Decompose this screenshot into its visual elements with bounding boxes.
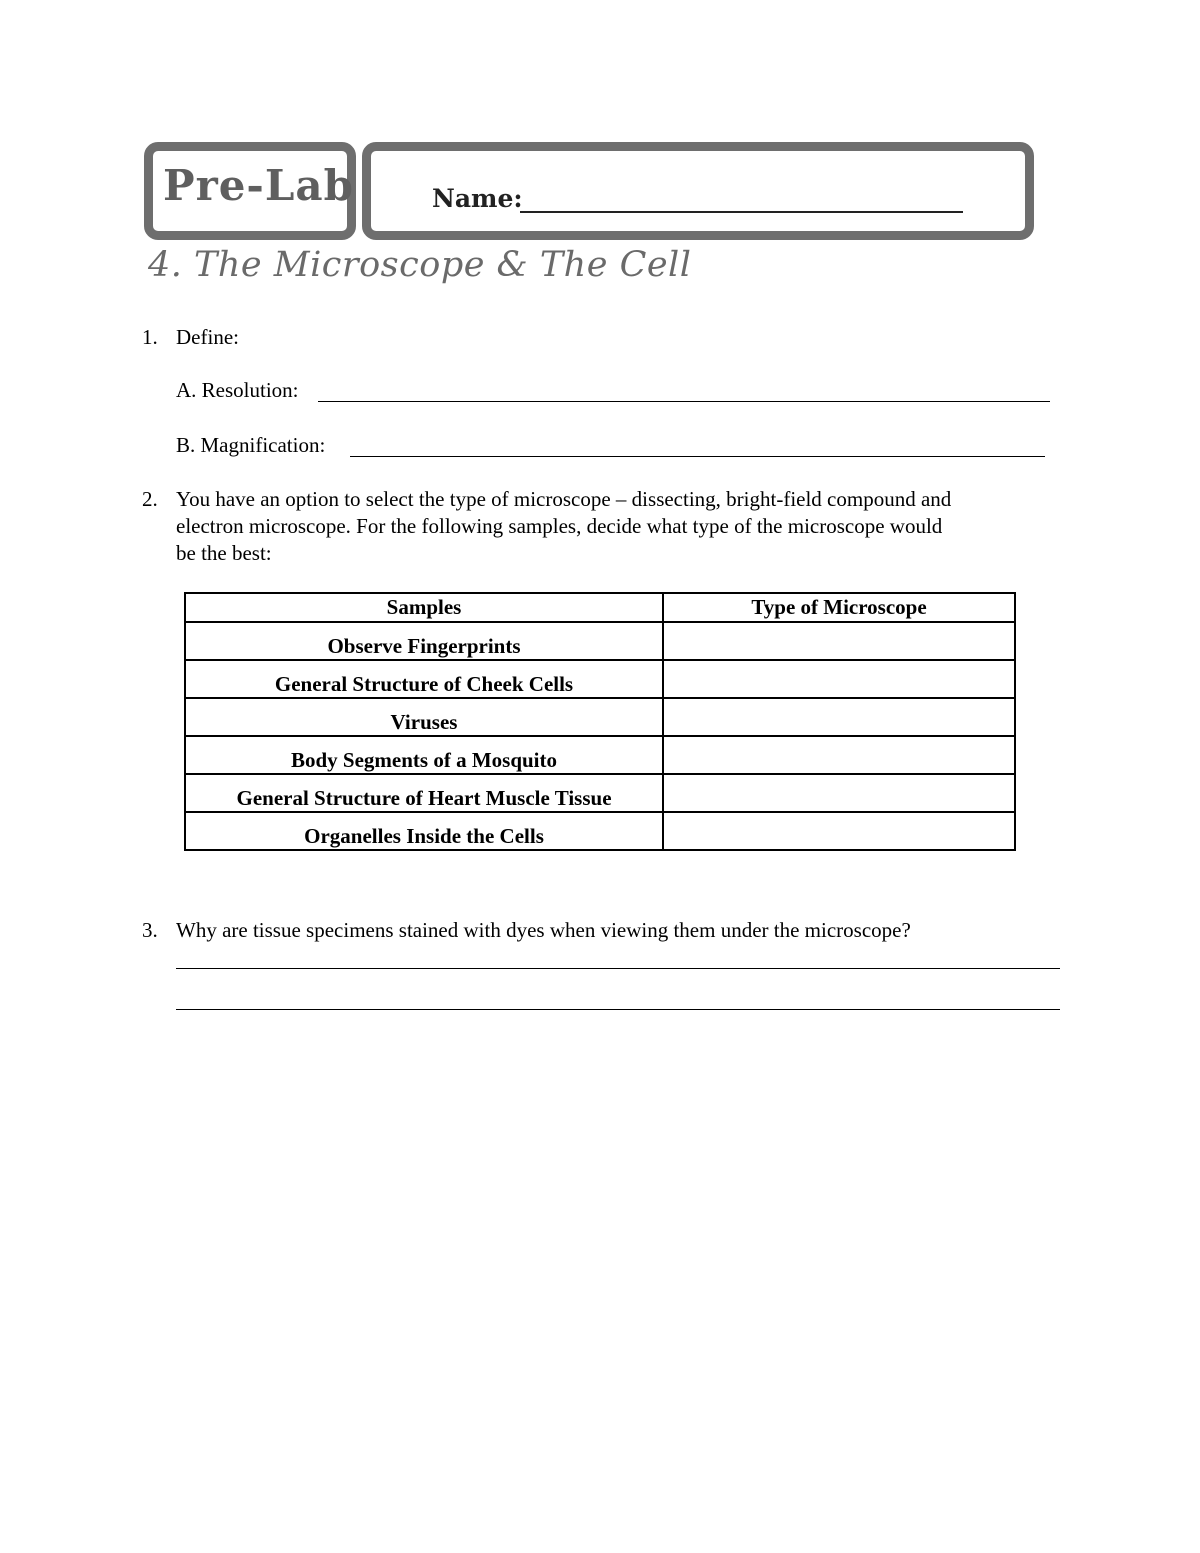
q3-answer-line-2[interactable]	[176, 1009, 1060, 1010]
table-row	[185, 698, 1015, 736]
q3-answer-line-1[interactable]	[176, 968, 1060, 969]
name-field-line[interactable]	[520, 211, 963, 213]
microscope-answer-cell[interactable]	[663, 736, 1015, 774]
q1-number: 1.	[142, 325, 158, 349]
magnification-answer-line[interactable]	[350, 456, 1045, 457]
microscope-answer-cell[interactable]	[663, 622, 1015, 660]
q2-number: 2.	[142, 487, 158, 511]
table-row	[185, 736, 1015, 774]
q3-number: 3.	[142, 918, 158, 942]
sample-cell: Body Segments of a Mosquito	[185, 736, 663, 774]
microscope-answer-cell[interactable]	[663, 660, 1015, 698]
microscope-answer-cell[interactable]	[663, 774, 1015, 812]
microscope-answer-cell[interactable]	[663, 812, 1015, 850]
sample-cell: General Structure of Heart Muscle Tissue	[185, 774, 663, 812]
sample-cell: Viruses	[185, 698, 663, 736]
microscope-table	[184, 592, 1016, 851]
table-row	[185, 622, 1015, 660]
q3-prompt: Why are tissue specimens stained with dyes when viewing them under the microscope?	[176, 918, 911, 942]
q1-prompt: Define:	[176, 325, 239, 349]
q1-a-label: A. Resolution:	[176, 378, 299, 402]
column-header-microscope-type: Type of Microscope	[663, 593, 1015, 622]
table-header-row	[185, 593, 1015, 622]
lab-title: 4. The Microscope & The Cell	[148, 245, 692, 285]
table-row	[185, 774, 1015, 812]
table-row	[185, 812, 1015, 850]
column-header-samples: Samples	[185, 593, 663, 622]
prelab-badge: Pre-Lab	[163, 161, 354, 210]
resolution-answer-line[interactable]	[318, 401, 1050, 402]
q2-line-2: electron microscope. For the following samples, decide what type of the microscope would	[176, 514, 943, 538]
q1-b-label: B. Magnification:	[176, 433, 326, 457]
sample-cell: Organelles Inside the Cells	[185, 812, 663, 850]
microscope-answer-cell[interactable]	[663, 698, 1015, 736]
sample-cell: General Structure of Cheek Cells	[185, 660, 663, 698]
q2-line-3: be the best:	[176, 541, 272, 565]
table-row	[185, 660, 1015, 698]
sample-cell: Observe Fingerprints	[185, 622, 663, 660]
q2-line-1: You have an option to select the type of microscope – dissecting, bright-field compound and	[176, 487, 952, 511]
name-label: Name:	[432, 184, 523, 213]
